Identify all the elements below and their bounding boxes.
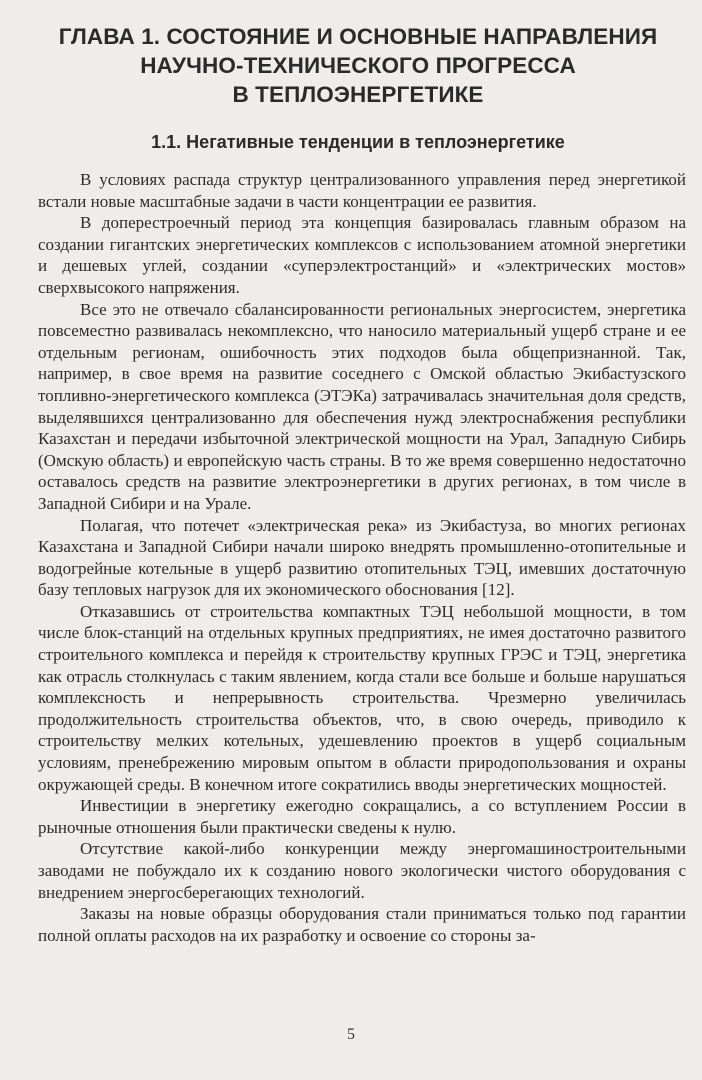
paragraph: Полагая, что потечет «электрическая река» из Экибастуза, во многих регионах Казахстана и Западной Сибири начали широко внедрять промышленно-отопительные и водогрейные котельные в ущерб развитию отопительных ТЭЦ, имевших достаточную базу тепловых нагрузок для их экономического обоснования [12]. xyxy=(38,515,686,600)
page-number: 5 xyxy=(347,1026,355,1043)
paragraph: Отказавшись от строительства компактных ТЭЦ небольшой мощности, в том числе блок-станций на отдельных крупных предприятиях, не имея достаточно развитого строительного комплекса и перейдя к строительству крупных ГРЭС и ТЭЦ, энергетика как отрасль столкнулась с таким явлением, когда стали все больше и больше нарушаться комплексность и непрерывность строительства. Чрезмерно увеличилась продолжительность строительства объектов, что, в свою очередь, приводило к строительству мелких котельных, удешевлению проектов в ущерб социальным условиям, пренебрежению мировым опытом в области природопользования и охраны окружающей среды. В конечном итоге сократились вводы энергетических мощностей. xyxy=(38,601,686,794)
paragraph: В условиях распада структур централизованного управления перед энергетикой встали новые масштабные задачи в части концентрации ее развития. xyxy=(38,170,686,211)
chapter-title-line-2: НАУЧНО-ТЕХНИЧЕСКОГО ПРОГРЕССА xyxy=(140,53,576,78)
section-title: 1.1. Негативные тенденции в теплоэнергетике xyxy=(151,132,565,152)
paragraph: В доперестроечный период эта концепция базировалась главным образом на создании гигантских энергетических комплексов с использованием атомной энергетики и дешевых углей, создании «суперэлектростанций» и «электрических мостов» сверхвысокого напряжения. xyxy=(38,213,686,297)
chapter-title xyxy=(30,22,686,109)
chapter-title-line-3: В ТЕПЛОЭНЕРГЕТИКЕ xyxy=(232,82,484,107)
paragraph: Заказы на новые образцы оборудования стали приниматься только под гарантии полной оплаты расходов на их разработку и освоение со стороны за- xyxy=(38,904,686,945)
paragraph: Инвестиции в энергетику ежегодно сокращались, а со вступлением России в рыночные отношения были практически сведены к нулю. xyxy=(38,796,686,837)
paragraph: Отсутствие какой-либо конкуренции между энергомашиностроительными заводами не побуждало их к созданию нового экологически чистого оборудования с внедрением энергосберегающих технологий. xyxy=(38,839,686,902)
body-text xyxy=(38,169,686,946)
paragraph: Все это не отвечало сбалансированности региональных энергосистем, энергетика повсеместно развивалась некомплексно, что наносило материальный ущерб стране и ее отдельным регионам, ошибочность этих подходов была общепризнанной. Так, например, в свое время на развитие соседнего с Омской областью Экибастузского топливно-энергетического комплекса (ЭТЭКа) затрачивалась значительная доля средств, выделявшихся централизованно для обеспечения нужд электроснабжения республики Казахстан и передачи избыточной электрической мощности на Урал, Западную Сибирь (Омскую область) и европейскую часть страны. В то же время совершенно недостаточно оставалось средств на развитие электроэнергетики в других регионах, в том числе в Западной Сибири и на Урале. xyxy=(38,299,686,513)
chapter-title-line-1: ГЛАВА 1. СОСТОЯНИЕ И ОСНОВНЫЕ НАПРАВЛЕНИЯ xyxy=(58,24,658,49)
